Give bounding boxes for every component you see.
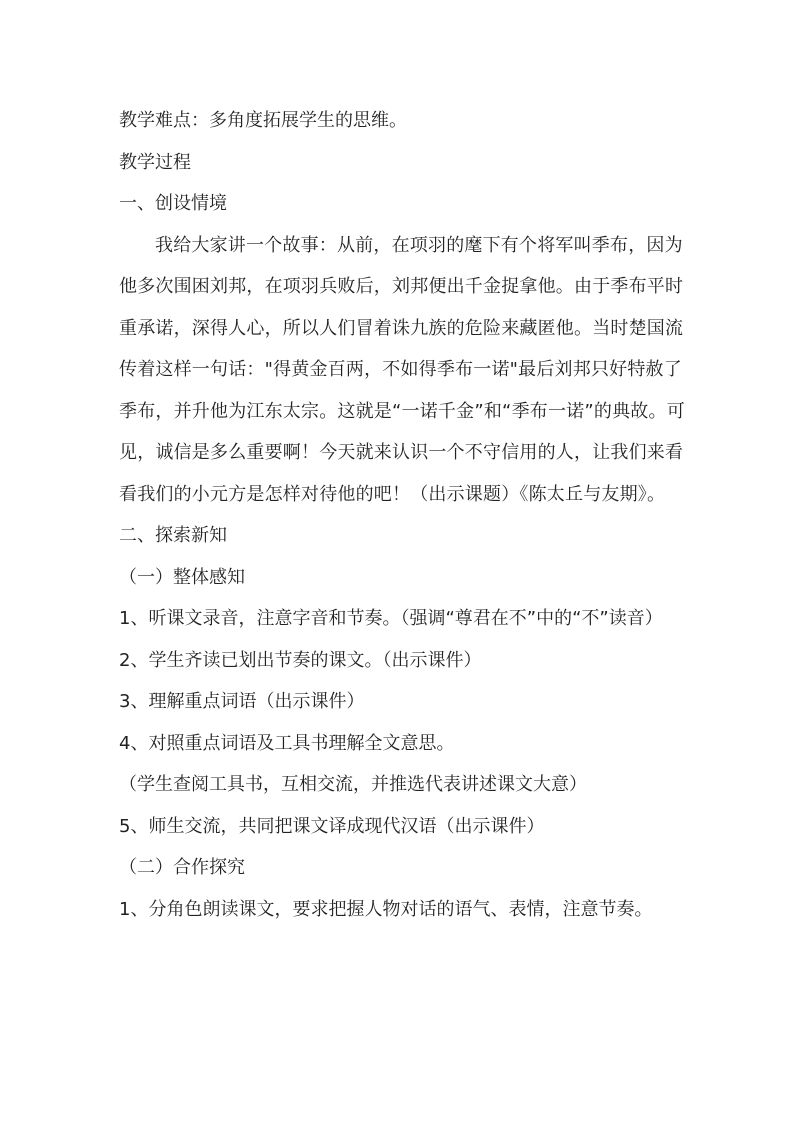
teaching-process-heading: 教学过程: [119, 151, 191, 173]
subsection-2-heading: （二）合作探究: [119, 857, 245, 878]
step-note: （学生查阅工具书，互相交流，并推选代表讲述课文大意）: [119, 774, 587, 795]
step-item: 4、对照重点词语及工具书理解全文意思。: [119, 732, 455, 754]
section-1-heading: 一、创设情境: [119, 193, 227, 214]
step-item: 5、师生交流，共同把课文译成现代汉语（出示课件）: [119, 815, 545, 837]
section-2-heading: 二、探索新知: [119, 525, 227, 546]
step-item: 1、听课文录音，注意字音和节奏。（强调“尊君在不”中的“不”读音）: [119, 608, 663, 629]
step-item: 3、理解重点词语（出示课件）: [119, 691, 365, 712]
subsection-1-heading: （一）整体感知: [119, 566, 245, 588]
story-paragraph: 我给大家讲一个故事：从前，在项羽的麾下有个将军叫季布，因为他多次围困刘邦，在项羽兵败后，刘邦便出千金捉拿他。由于季布平时重承诺，深得人心，所以人们冒着诛九族的危险来藏匿他。当时楚国流传着这样一句话："得黄金百两，不如得季布一诺"最后刘邦只好特赦了季布，并升他为江东太宗。这就是“一诺千金”和“季布一诺”的典故。可见，诚信是多么重要啊！今天就来认识一个不守信用的人，让我们来看看我们的小元方是怎样对待他的吧！（出示课题）《陈太丘与友期》。: [119, 234, 685, 505]
step-item: 2、学生齐读已划出节奏的课文。（出示课件）: [119, 649, 482, 671]
document-body: [119, 100, 691, 930]
teaching-difficulty-line: 教学难点：多角度拓展学生的思维。: [119, 110, 407, 131]
step-item: 1、分角色朗读课文，要求把握人物对话的语气、表情，注意节奏。: [119, 898, 653, 920]
